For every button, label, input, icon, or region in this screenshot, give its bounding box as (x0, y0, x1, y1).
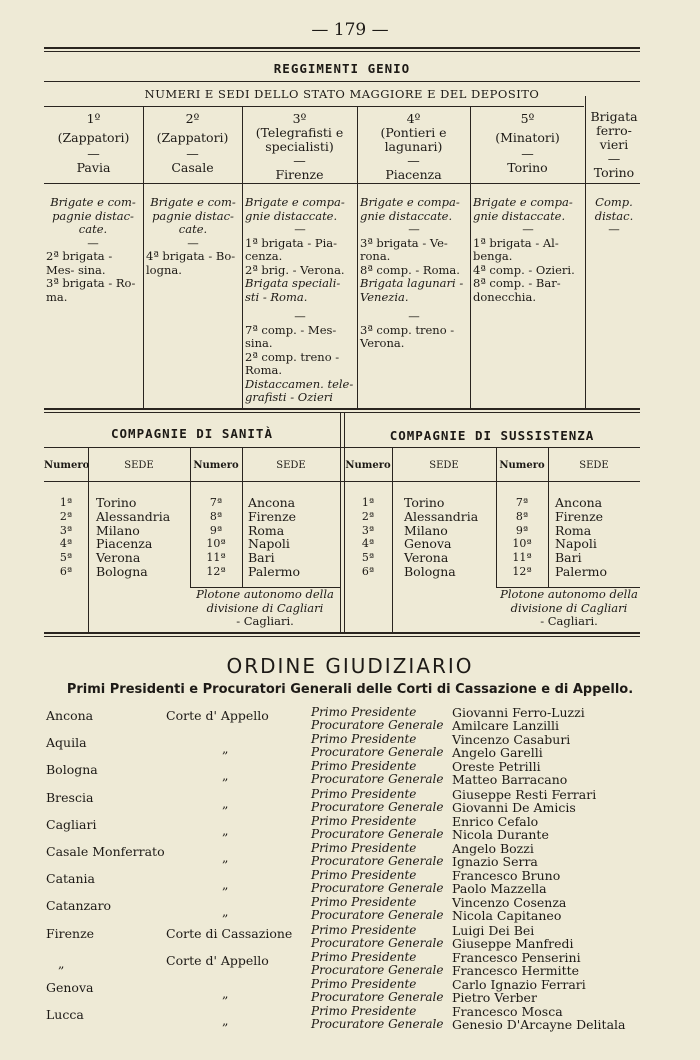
procuratore-name: Nicola Capitaneo (452, 908, 562, 924)
role-primo-presidente: Primo Presidente (311, 786, 417, 801)
city-name: Catania (46, 871, 95, 887)
rule (44, 632, 640, 634)
role-procuratore-generale: Procuratore Generale (311, 854, 444, 868)
sussistenza-sede: Bologna (404, 564, 456, 579)
presidente-name: Carlo Ignazio Ferrari (452, 977, 586, 992)
presidente-name: Francesco Mosca (452, 1004, 563, 1020)
suss-h-num: Numero (499, 460, 545, 471)
city-name: „ (58, 955, 65, 971)
sussistenza-num: 9ª (515, 523, 529, 537)
role-primo-presidente: Primo Presidente (311, 949, 417, 964)
sanita-num: 5ª (59, 551, 73, 565)
presidente-name: Vincenzo Cosenza (452, 895, 567, 911)
rule (44, 636, 640, 637)
sanita-note: Plotone autonomo della divisione di Cagliari - Cagliari. (196, 587, 334, 628)
sussistenza-sede: Palermo (555, 564, 608, 579)
rule (44, 412, 640, 413)
procuratore-name: Genesio D'Arcayne Delitala (452, 1017, 626, 1033)
sanita-num: 2ª (59, 509, 73, 523)
reg-header-1: 1º (Zappatori) — Pavia (57, 111, 130, 175)
sanita-sede: Firenze (248, 508, 297, 524)
procuratore-name: Pietro Verber (452, 990, 537, 1005)
sanita-sede: Roma (248, 522, 285, 538)
presidente-name: Luigi Dei Bei (452, 922, 535, 938)
ordine-row (0, 759, 700, 789)
reg-detach-4: Brigate e compa- gnie distaccate. — 3ª brigata - Ve- rona. 8ª comp. - Roma. Brigata lagunari - Venezia. — 3ª comp. treno - Verona. (360, 195, 464, 350)
court-name: „ (222, 795, 229, 811)
sussistenza-sede: Genova (404, 536, 452, 552)
sussistenza-num: 10ª (512, 537, 532, 551)
role-procuratore-generale: Procuratore Generale (311, 935, 444, 950)
rule (44, 81, 640, 82)
role-procuratore-generale: Procuratore Generale (311, 881, 444, 896)
reg-detach-2: Brigate e com- pagnie distac- cate. — 4ª brigata - Bo- logna. (146, 195, 236, 277)
sanita-h-num: Numero (193, 460, 239, 471)
role-procuratore-generale: Procuratore Generale (311, 799, 444, 814)
suss-h-num: Numero (345, 460, 391, 471)
sanita-num: 11ª (206, 551, 226, 565)
sanita-num: 6ª (59, 565, 73, 578)
sussistenza-sede: Napoli (555, 536, 597, 552)
sussistenza-num: 8ª (515, 509, 529, 523)
ordine-row (0, 868, 700, 898)
role-primo-presidente: Primo Presidente (311, 895, 417, 910)
court-name: „ (222, 822, 229, 838)
procuratore-name: Amilcare Lanzilli (452, 718, 560, 733)
role-procuratore-generale: Procuratore Generale (311, 718, 444, 732)
sanita-sede: Milano (96, 522, 140, 538)
suss-h-sede: SEDE (429, 460, 459, 471)
sussistenza-num: 4ª (361, 537, 375, 551)
sussistenza-note: Plotone autonomo della divisione di Cagliari - Cagliari. (500, 587, 638, 628)
ordine-subtitle: Primi Presidenti e Procuratori Generali delle Corti di Cassazione e di Appello. (66, 682, 634, 697)
role-procuratore-generale: Procuratore Generale (311, 826, 444, 841)
court-name: „ (222, 741, 229, 757)
city-name: Catanzaro (46, 898, 112, 914)
ordine-row (0, 813, 700, 844)
sussistenza-num: 5ª (361, 551, 375, 565)
reg-header-3: 3º (Telegrafisti e specialisti) — Firenze (255, 111, 344, 182)
rule (44, 106, 584, 107)
procuratore-name: Matteo Barracano (452, 772, 568, 788)
page-number: — 179 — (311, 20, 389, 40)
sanita-num: 8ª (209, 509, 223, 523)
presidente-name: Giovanni Ferro-Luzzi (452, 705, 585, 720)
sussistenza-sede: Verona (404, 550, 449, 566)
sanita-h-sede: SEDE (276, 460, 306, 471)
col-divider (88, 447, 89, 632)
court-name: „ (222, 850, 229, 865)
sanita-sede: Piacenza (96, 536, 153, 552)
role-procuratore-generale: Procuratore Generale (311, 962, 444, 977)
ordine-row (0, 977, 700, 1007)
court-name: Corte di Cassazione (166, 925, 293, 941)
reggimenti-title: REGGIMENTI GENIO (273, 61, 411, 76)
sanita-sede: Torino (96, 495, 137, 510)
role-primo-presidente: Primo Presidente (311, 1004, 417, 1019)
rule (44, 481, 640, 482)
reg-detach-1: Brigate e com- pagnie distac- cate. — 2ª brigata - Mes- sina. 3ª brigata - Ro- ma. (46, 195, 136, 304)
city-name: Casale Monferrato (46, 844, 165, 859)
ordine-row (0, 705, 700, 735)
reg-detach-6: Comp. distac. — (594, 195, 634, 236)
sussistenza-num: 1ª (361, 496, 375, 509)
sanita-sede: Napoli (248, 536, 290, 552)
ordine-row (0, 895, 700, 925)
procuratore-name: Paolo Mazzella (452, 881, 547, 897)
presidente-name: Francesco Penserini (452, 949, 581, 965)
presidente-name: Oreste Petrilli (452, 759, 541, 775)
ordine-row (0, 732, 700, 762)
sussistenza-sede: Torino (404, 495, 445, 510)
procuratore-name: Giovanni De Amicis (452, 799, 576, 815)
col-divider (340, 412, 341, 632)
court-name: „ (222, 1013, 229, 1029)
reg-header-5: 5º (Minatori) — Torino (495, 111, 560, 175)
sussistenza-sede: Milano (404, 522, 448, 538)
procuratore-name: Angelo Garelli (452, 745, 543, 761)
reggimenti-subtitle: NUMERI E SEDI DELLO STATO MAGGIORE E DEL DEPOSITO (144, 87, 540, 101)
sanita-num: 3ª (59, 523, 73, 537)
city-name: Bologna (46, 762, 98, 778)
ordine-row (0, 949, 700, 980)
sanita-num: 12ª (206, 565, 226, 578)
rule (44, 408, 640, 410)
role-procuratore-generale: Procuratore Generale (311, 990, 444, 1004)
reg-header-2: 2º (Zappatori) — Casale (156, 111, 229, 175)
presidente-name: Francesco Bruno (452, 868, 561, 884)
reg-detach-5: Brigate e compa- gnie distaccate. — 1ª brigata - Al- benga. 4ª comp. - Ozieri. 8ª comp. - Bar- donecchia. (473, 195, 575, 304)
presidente-name: Vincenzo Casaburi (452, 732, 571, 748)
rule (44, 183, 640, 184)
presidente-name: Enrico Cefalo (452, 813, 539, 829)
sussistenza-num: 2ª (361, 509, 375, 523)
sussistenza-sede: Ancona (555, 495, 603, 510)
sanita-num: 1ª (59, 496, 73, 509)
procuratore-name: Nicola Durante (452, 826, 549, 842)
sussistenza-num: 7ª (515, 496, 529, 509)
role-procuratore-generale: Procuratore Generale (311, 772, 444, 787)
role-primo-presidente: Primo Presidente (311, 922, 417, 937)
ordine-title: ORDINE GIUDIZIARIO (226, 654, 474, 678)
role-primo-presidente: Primo Presidente (311, 759, 417, 774)
sanita-num: 7ª (209, 496, 223, 509)
sanita-title: COMPAGNIE DI SANITÀ (111, 426, 273, 441)
ordine-row (0, 922, 700, 953)
sanita-num: 4ª (59, 537, 73, 551)
ordine-row (0, 1004, 700, 1034)
presidente-name: Angelo Bozzi (452, 841, 534, 856)
role-procuratore-generale: Procuratore Generale (311, 1017, 444, 1032)
sussistenza-num: 3ª (361, 523, 375, 537)
sanita-sede: Ancona (248, 495, 296, 510)
rule (44, 47, 640, 49)
court-name: Corte d' Appello (166, 708, 269, 723)
city-name: Aquila (46, 735, 87, 751)
role-primo-presidente: Primo Presidente (311, 732, 417, 747)
reg-header-6: Brigata ferro- vieri — Torino (590, 109, 638, 180)
city-name: Cagliari (46, 816, 97, 832)
presidente-name: Giuseppe Resti Ferrari (452, 786, 597, 802)
court-name: „ (222, 877, 229, 893)
ordine-row (0, 786, 700, 817)
sanita-sede: Palermo (248, 564, 301, 579)
sussistenza-sede: Alessandria (404, 508, 479, 524)
role-procuratore-generale: Procuratore Generale (311, 908, 444, 923)
role-primo-presidente: Primo Presidente (311, 868, 417, 883)
sanita-sede: Alessandria (96, 508, 171, 524)
suss-h-sede: SEDE (579, 460, 609, 471)
procuratore-name: Ignazio Serra (452, 854, 538, 869)
sussistenza-sede: Firenze (555, 508, 604, 524)
sanita-sede: Bari (248, 550, 275, 566)
court-name: Corte d' Appello (166, 952, 269, 968)
reg-detach-3: Brigate e compa- gnie distaccate. — 1ª brigata - Pia- cenza. 2ª brig. - Verona. Brigata speciali- sti - Roma. — 7ª comp. - Mes- sina. 2ª comp. treno - Roma. Distaccamen. tele- grafisti - Ozieri (245, 195, 354, 404)
court-name: „ (222, 986, 229, 1001)
sanita-num: 10ª (206, 537, 226, 551)
court-name: „ (222, 904, 229, 920)
ordine-row (0, 841, 700, 871)
sanita-num: 9ª (209, 523, 223, 537)
sussistenza-title: COMPAGNIE DI SUSSISTENZA (389, 428, 595, 443)
city-name: Firenze (46, 925, 95, 941)
sanita-sede: Bologna (96, 564, 148, 579)
procuratore-name: Giuseppe Manfredi (452, 935, 574, 951)
procuratore-name: Francesco Hermitte (452, 962, 580, 978)
col-divider (392, 447, 393, 632)
city-name: Brescia (46, 789, 94, 805)
role-primo-presidente: Primo Presidente (311, 705, 417, 719)
sanita-h-sede: SEDE (124, 460, 154, 471)
court-name: „ (222, 768, 229, 784)
role-procuratore-generale: Procuratore Generale (311, 745, 444, 760)
sussistenza-num: 11ª (512, 551, 532, 565)
sanita-h-num: Numero (44, 460, 90, 471)
sussistenza-num: 12ª (512, 565, 532, 578)
city-name: Lucca (46, 1007, 84, 1023)
reg-header-4: 4º (Pontieri e lagunari) — Piacenza (380, 111, 447, 182)
role-primo-presidente: Primo Presidente (311, 813, 417, 828)
sussistenza-sede: Roma (555, 522, 592, 538)
sanita-sede: Verona (96, 550, 141, 566)
rule (44, 447, 640, 448)
role-primo-presidente: Primo Presidente (311, 977, 417, 991)
sussistenza-sede: Bari (555, 550, 582, 566)
sussistenza-num: 6ª (361, 565, 375, 578)
rule (44, 51, 640, 52)
role-primo-presidente: Primo Presidente (311, 841, 417, 855)
city-name: Genova (46, 980, 94, 995)
city-name: Ancona (46, 708, 94, 723)
